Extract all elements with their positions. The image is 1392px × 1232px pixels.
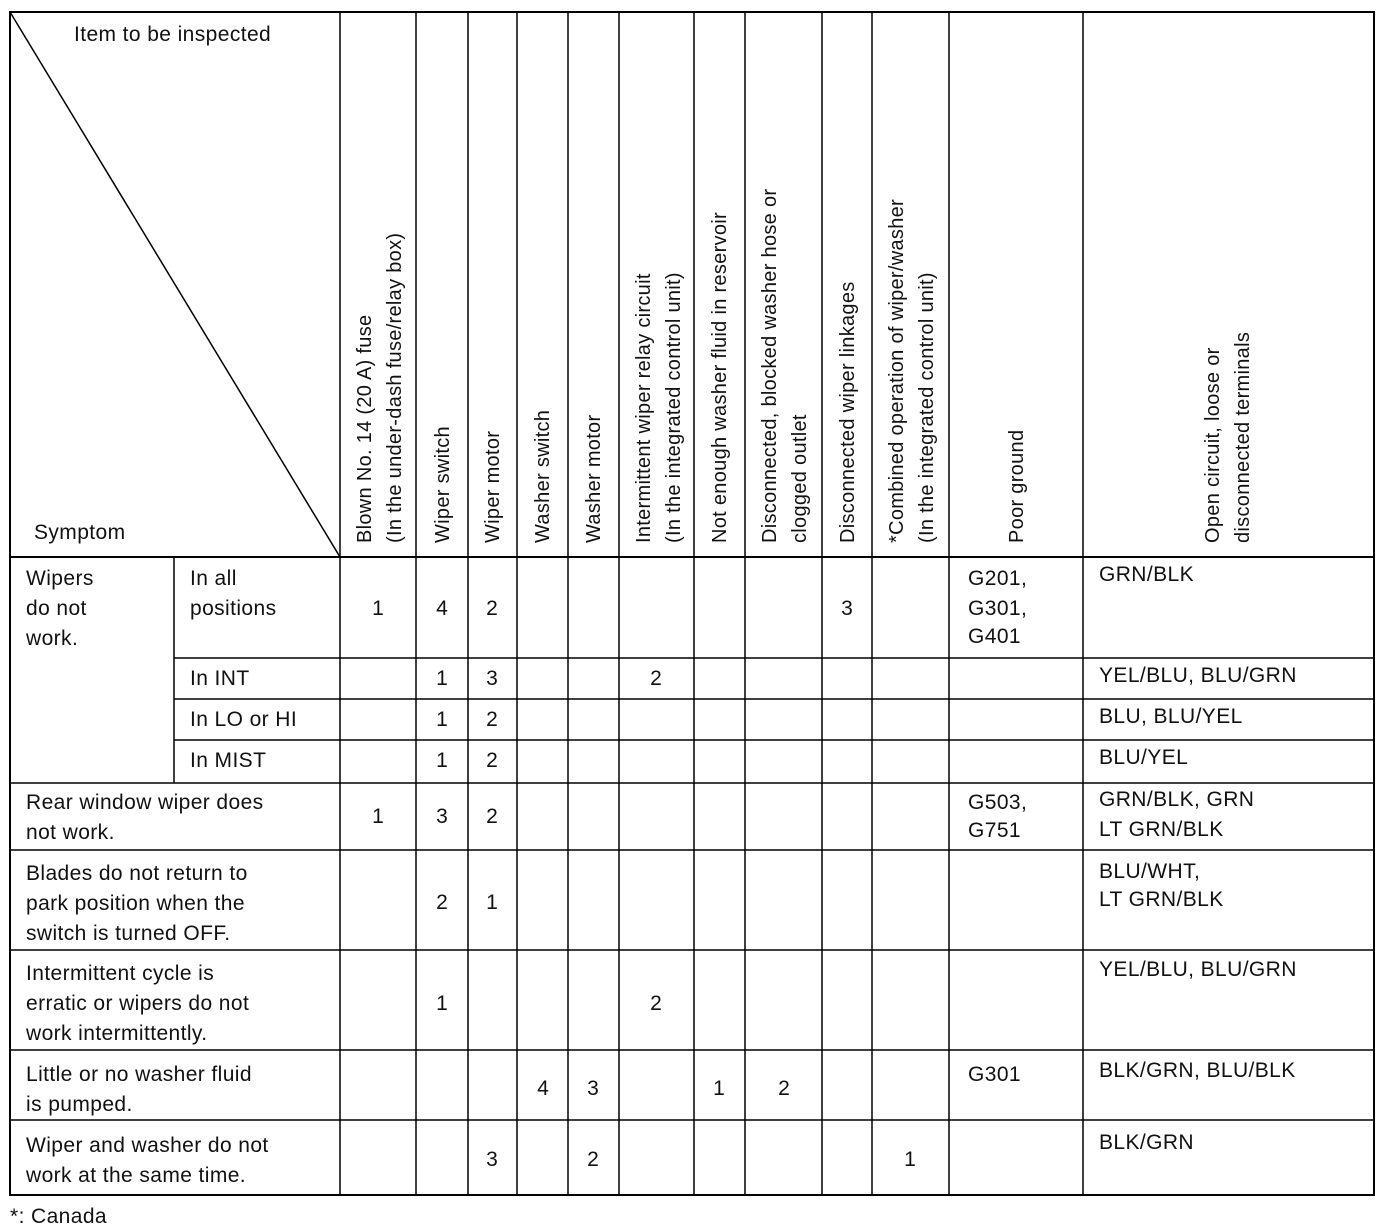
item-to-inspect-label: Item to be inspected (74, 23, 272, 46)
cell-priority: 3 (587, 1077, 599, 1100)
cell-terminals: BLK/GRN (1099, 1131, 1194, 1154)
row-symptom: is pumped. (26, 1093, 133, 1116)
group-wipers-line1: Wipers (26, 567, 94, 590)
col-header-poor-ground: Poor ground (1006, 429, 1028, 543)
row-symptom: not work. (26, 821, 115, 844)
cell-priority: 2 (650, 667, 662, 690)
row-sub-label: positions (190, 597, 277, 620)
cell-terminals: GRN/BLK (1099, 563, 1194, 586)
col-header-wiper-switch: Wiper switch (432, 426, 454, 543)
cell-ground: G301, (968, 597, 1028, 620)
cell-priority: 3 (486, 1148, 498, 1171)
cell-ground: G301 (968, 1063, 1021, 1086)
cell-ground: G503, (968, 791, 1028, 814)
cell-terminals: GRN/BLK, GRN (1099, 788, 1255, 811)
row-sub-label: In all (190, 567, 237, 590)
row-symptom: Wiper and washer do not (26, 1134, 269, 1157)
group-wipers-line2: do not (26, 597, 87, 620)
row-symptom: Rear window wiper does (26, 791, 264, 814)
col-header-combined-operation: *Combined operation of wiper/washer (In the integrated control unit) (886, 198, 938, 543)
corner-diagonal (10, 12, 340, 557)
row-symptom: erratic or wipers do not (26, 992, 250, 1015)
row-sub-label: In MIST (190, 749, 267, 772)
col-header-washer-hose: Disconnected, blocked washer hose or clogged outlet (759, 188, 811, 543)
col-header-fuse: Blown No. 14 (20 A) fuse (In the under-dash fuse/relay box) (354, 232, 406, 543)
row-symptom: Little or no washer fluid (26, 1063, 252, 1086)
col-header-washer-motor: Washer motor (583, 414, 605, 543)
cell-terminals: YEL/BLU, BLU/GRN (1099, 664, 1297, 687)
cell-priority: 2 (486, 805, 498, 828)
cell-priority: 1 (713, 1077, 725, 1100)
cell-priority: 2 (587, 1148, 599, 1171)
row-symptom: Blades do not return to (26, 862, 248, 885)
cell-priority: 3 (436, 805, 448, 828)
cell-priority: 1 (436, 708, 448, 731)
row-symptom: work intermittently. (26, 1022, 208, 1045)
cell-ground: G751 (968, 819, 1021, 842)
col-header-washer-switch: Washer switch (532, 409, 554, 543)
cell-priority: 3 (486, 667, 498, 690)
cell-priority: 1 (486, 891, 498, 914)
cell-priority: 1 (372, 597, 384, 620)
row-sub-label: In INT (190, 667, 250, 690)
cell-priority: 1 (436, 749, 448, 772)
cell-terminals: BLU/YEL (1099, 746, 1189, 769)
row-symptom: work at the same time. (26, 1164, 247, 1187)
cell-ground: G401 (968, 625, 1021, 648)
row-sub-label: In LO or HI (190, 708, 298, 731)
cell-priority: 2 (650, 992, 662, 1015)
cell-terminals: LT GRN/BLK (1099, 888, 1224, 911)
cell-priority: 2 (486, 597, 498, 620)
cell-priority: 4 (537, 1077, 549, 1100)
cell-terminals: LT GRN/BLK (1099, 818, 1224, 841)
footnote: *: Canada (10, 1205, 108, 1228)
cell-ground: G201, (968, 567, 1028, 590)
cell-terminals: BLU, BLU/YEL (1099, 705, 1243, 728)
col-header-open-circuit: Open circuit, loose or disconnected terminals (1202, 331, 1254, 543)
cell-terminals: BLK/GRN, BLU/BLK (1099, 1059, 1296, 1082)
cell-terminals: BLU/WHT, (1099, 860, 1201, 883)
cell-priority: 2 (778, 1077, 790, 1100)
col-header-wiper-linkages: Disconnected wiper linkages (837, 281, 859, 543)
row-symptom: Intermittent cycle is (26, 962, 215, 985)
cell-priority: 4 (436, 597, 448, 620)
cell-priority: 2 (436, 891, 448, 914)
col-header-wiper-motor: Wiper motor (482, 430, 504, 543)
row-symptom: park position when the (26, 892, 245, 915)
cell-priority: 1 (904, 1148, 916, 1171)
cell-priority: 2 (486, 749, 498, 772)
col-header-relay-circuit: Intermittent wiper relay circuit (In the integrated control unit) (633, 272, 685, 543)
group-wipers-line3: work. (26, 627, 79, 650)
cell-terminals: YEL/BLU, BLU/GRN (1099, 958, 1297, 981)
cell-priority: 1 (436, 667, 448, 690)
cell-priority: 1 (436, 992, 448, 1015)
cell-priority: 1 (372, 805, 384, 828)
symptom-label: Symptom (34, 521, 126, 544)
cell-priority: 2 (486, 708, 498, 731)
row-symptom: switch is turned OFF. (26, 922, 231, 945)
col-header-washer-fluid: Not enough washer fluid in reservoir (709, 212, 731, 543)
cell-priority: 3 (841, 597, 853, 620)
